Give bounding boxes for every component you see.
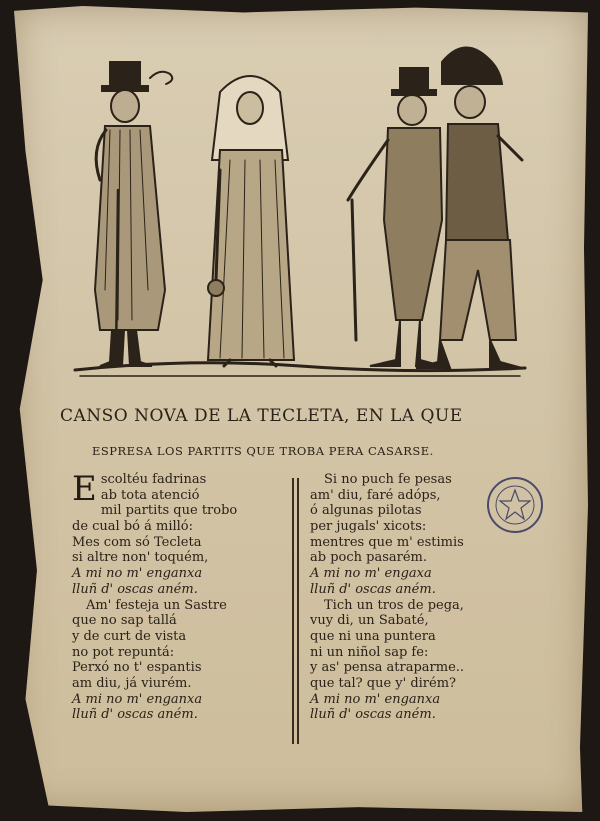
verse-text: y de curt de vista: [72, 628, 187, 644]
verse-text: lluñ d' oscas aném.: [310, 707, 436, 723]
verse-text: lluñ d' oscas aném.: [310, 581, 436, 597]
verse-text: per jugals' xicots:: [310, 519, 427, 535]
verse-line: [310, 660, 530, 676]
woodcut-illustration: [70, 40, 530, 380]
verse-line: [72, 488, 292, 504]
verse-text: que no sap tallá: [72, 613, 177, 629]
verse-line: [72, 550, 292, 566]
verse-line: [72, 645, 292, 661]
verse-text: Perxó no t' espantis: [72, 660, 202, 676]
verse-line: [310, 550, 530, 566]
verse-text: lluñ d' oscas aném.: [72, 707, 198, 723]
verse-text: A mi no m' enganxa: [72, 566, 203, 582]
verse-text: mil partits que trobo: [100, 503, 238, 519]
verse-line: [310, 582, 530, 598]
veiled-woman-figure: [208, 76, 294, 366]
verse-line: [310, 535, 530, 551]
verse-line: [310, 629, 530, 645]
library-stamp-seal: [486, 476, 544, 534]
verse-line: [72, 582, 292, 598]
verse-line: [310, 598, 530, 614]
verse-line: [72, 503, 292, 519]
verse-line: [72, 660, 292, 676]
verse-text: A mi no m' engaxa: [310, 566, 432, 582]
verse-text: ni un niñol sap fe:: [310, 644, 429, 660]
verse-line: [72, 676, 292, 692]
man-with-cane-figure: [348, 68, 442, 366]
verse-line: [72, 692, 292, 708]
verse-text: no pot repuntá:: [72, 644, 175, 660]
verse-line: [310, 676, 530, 692]
column-divider: [297, 478, 299, 744]
verse-text: Mes com só Tecleta: [72, 534, 202, 550]
verse-text: Tich un tros de pega,: [324, 597, 464, 613]
verse-text: Si no puch fe pesas: [324, 472, 452, 487]
verse-column-left: [72, 469, 292, 723]
verse-text: ab poch pasarém.: [310, 550, 427, 566]
song-title: CANSO NOVA DE LA TECLETA, EN LA QUE: [60, 406, 463, 426]
verse-text: si altre non' toquém,: [72, 550, 209, 566]
verse-line: [72, 535, 292, 551]
verse-text: ó algunas pilotas: [310, 503, 422, 519]
verse-line: [72, 566, 292, 582]
verse-text: y as' pensa atraparme..: [310, 660, 465, 676]
verse-text: vuy di, un Sabaté,: [310, 613, 429, 629]
man-in-top-hat-figure: [95, 62, 172, 366]
verse-line: [72, 629, 292, 645]
verse-line: [72, 613, 292, 629]
verse-text: lluñ d' oscas aném.: [72, 581, 198, 597]
verse-line: [310, 645, 530, 661]
verse-text: de cual bó á milló:: [72, 519, 194, 535]
verse-text: am' diu, faré adóps,: [310, 487, 441, 503]
verse-text: mentres que m' estimis: [310, 534, 464, 550]
verse-line: [310, 692, 530, 708]
verse-text: Am' festeja un Sastre: [86, 597, 227, 613]
verse-text: ab tota atenció: [100, 487, 200, 503]
verse-line: [310, 566, 530, 582]
verse-line: [310, 613, 530, 629]
verse-text: que ni una puntera: [310, 628, 436, 644]
verse-line: [72, 519, 292, 535]
verse-line: [72, 598, 292, 614]
verse-line: [310, 707, 530, 723]
song-subtitle: ESPRESA LOS PARTITS QUE TROBA PERA CASARSE.: [92, 444, 434, 458]
verse-line: [72, 707, 292, 723]
verse-text: am diu, já viurém.: [72, 675, 192, 691]
verse-text: A mi no m' enganxa: [310, 691, 441, 707]
verse-text: que tal? que y' dirém?: [310, 675, 457, 691]
verse-text: A mi no m' enganxa: [72, 691, 203, 707]
column-divider: [292, 478, 294, 744]
drop-cap: E: [72, 469, 97, 509]
verse-text: scoltéu fadrinas: [100, 472, 207, 487]
